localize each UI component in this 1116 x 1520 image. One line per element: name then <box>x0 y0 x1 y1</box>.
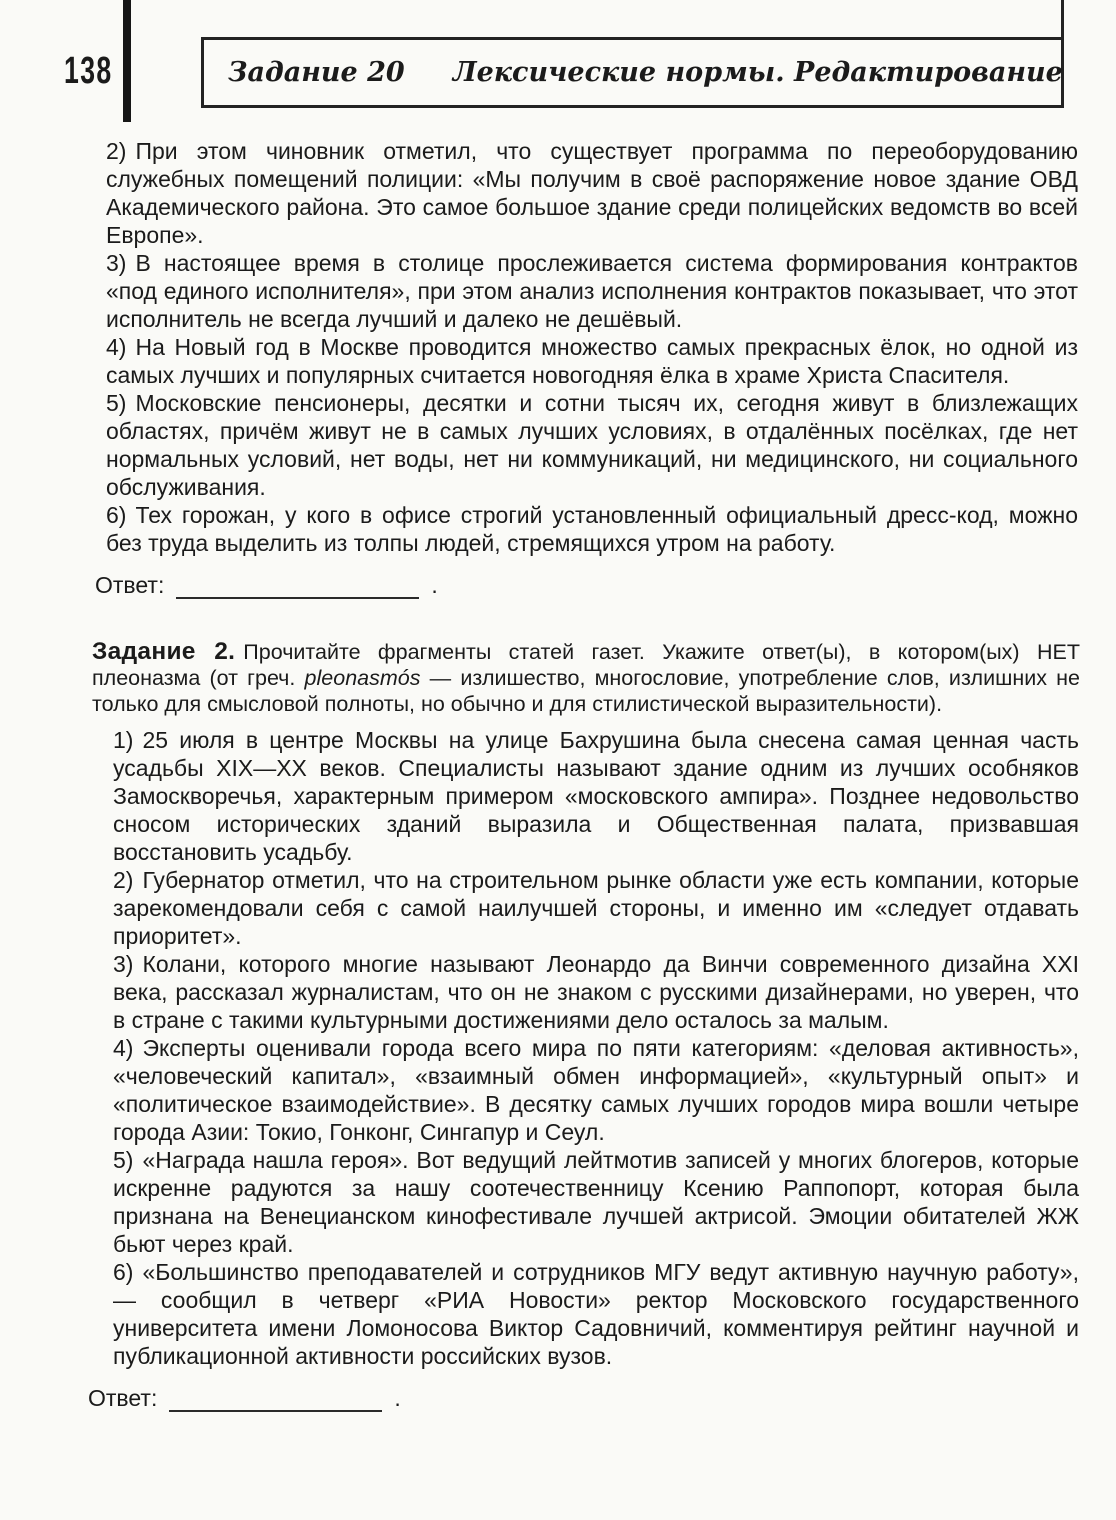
page-content <box>0 137 1116 1412</box>
item-number: 6) <box>106 502 127 528</box>
item-text: Московские пенсионеры, десятки и сотни тысяч их, сегодня живут в близлежащих областях, причём живут не в самых лучших условиях, в отдалённых посёлках, где нет нормальных условий, нет воды, нет ни коммуникаций, ни медицинского, ни социального обслуживания. <box>106 390 1078 500</box>
task20-item <box>106 501 1078 557</box>
task2-item <box>113 1258 1079 1370</box>
item-number: 3) <box>113 951 134 977</box>
item-text: При этом чиновник отметил, что существует программа по переоборудованию служебных помещений полиции: «Мы получим в своё распоряжение новое здание ОВД Академического района. Это самое большое здание среди полицейских ведомств во всей Европе». <box>106 138 1078 248</box>
item-number: 3) <box>106 250 127 276</box>
item-text: 25 июля в центре Москвы на улице Бахрушина была снесена самая ценная часть усадьбы XIX—XX веков. Специалисты называют здание одним из лучших особняков Замоскворечья, характерным примером «московского ампира». Позднее недовольство сносом исторических зданий выразила и Общественная палата, призвавшая восстановить усадьбу. <box>113 727 1079 865</box>
item-text: В настоящее время в столице прослеживается система формирования контрактов «под единого исполнителя», при этом анализ исполнения контрактов показывает, что этот исполнитель не всегда лучший и далеко не дешёвый. <box>106 250 1078 332</box>
answer-blank-line <box>176 573 419 599</box>
task20-item <box>106 249 1078 333</box>
task2-intro-text: Прочитайте фрагменты статей газет. Укажите ответ(ы), в котором(ых) НЕТ плеоназма (от греч. <box>92 640 1080 690</box>
task2-intro-text-after: — излишество, многословие, употребление слов, излишних не только для смысловой полноты, но обычно и для стилистической выразительности). <box>92 666 1081 716</box>
item-number: 2) <box>113 867 134 893</box>
task2-item <box>113 1146 1079 1258</box>
task2-heading <box>92 639 1080 717</box>
task2-answer-row <box>88 1384 1116 1412</box>
task2-items <box>113 726 1079 1370</box>
item-text: «Большинство преподавателей и сотрудников МГУ ведут активную научную работу», — сообщил в четверг «РИА Новости» ректор Московского государственного университета имени Ломоносова Виктор Садовничий, комментируя рейтинг научной и публикационной активности российских вузов. <box>113 1259 1079 1369</box>
item-number: 5) <box>106 390 127 416</box>
answer-period: . <box>394 1385 401 1411</box>
item-text: Губернатор отметил, что на строительном рынке области уже есть компании, которые зарекомендовали себя с самой наилучшей стороны, и именно им «следует отдавать приоритет». <box>113 867 1079 949</box>
answer-label: Ответ: <box>95 572 165 598</box>
task20-item <box>106 333 1078 389</box>
item-number: 4) <box>106 334 127 360</box>
chapter-task-number: Задание 20 <box>228 57 405 88</box>
header-right-rule <box>1061 0 1064 40</box>
item-text: Эксперты оценивали города всего мира по пяти категориям: «деловая активность», «человеческий капитал», «взаимный обмен информацией», «культурный опыт» и «политическое взаимодействие». В десятку самых лучших городов мира вошли четыре города Азии: Токио, Гонконг, Сингапур и Сеул. <box>113 1035 1079 1145</box>
answer-label: Ответ: <box>88 1385 158 1411</box>
task20-answer-row <box>95 571 1116 599</box>
page-edge-bar <box>123 0 131 122</box>
item-number: 5) <box>113 1147 134 1173</box>
task20-item <box>106 137 1078 249</box>
item-text: «Награда нашла героя». Вот ведущий лейтмотив записей у многих блогеров, которые искренне радуются за нашу соотечественницу Ксению Раппопорт, которая была признана на Венецианском кинофестивале лучшей актрисой. Эмоции обитателей ЖЖ бьют через край. <box>113 1147 1079 1257</box>
task2-item <box>113 726 1079 866</box>
task20-item <box>106 389 1078 501</box>
item-text: На Новый год в Москве проводится множество самых прекрасных ёлок, но одной из самых лучших и популярных считается новогодняя ёлка в храме Христа Спасителя. <box>106 334 1078 388</box>
answer-blank-line <box>169 1386 382 1412</box>
item-text: Тех горожан, у кого в офисе строгий установленный официальный дресс-код, можно без труда выделить из толпы людей, стремящихся утром на работу. <box>106 502 1078 556</box>
item-number: 1) <box>113 727 134 753</box>
page-number: 138 <box>64 50 113 92</box>
task2-label: Задание 2. <box>92 638 236 665</box>
task2-item <box>113 1034 1079 1146</box>
task20-items <box>106 137 1078 557</box>
task2-item <box>113 950 1079 1034</box>
item-number: 2) <box>106 138 127 164</box>
item-text: Колани, которого многие называют Леонардо да Винчи современного дизайна XXI века, рассказал журналистам, что он не знаком с русскими дизайнерами, но уверен, что в стране с такими культурными достижениями дело осталось за малым. <box>113 951 1079 1033</box>
item-number: 4) <box>113 1035 134 1061</box>
chapter-task-title: Лексические нормы. Редактирование <box>452 57 1063 88</box>
chapter-header-box <box>201 37 1064 108</box>
answer-period: . <box>431 572 438 598</box>
task2-intro-italic-term: pleonasmós <box>304 666 421 690</box>
item-number: 6) <box>113 1259 134 1285</box>
task2-item <box>113 866 1079 950</box>
